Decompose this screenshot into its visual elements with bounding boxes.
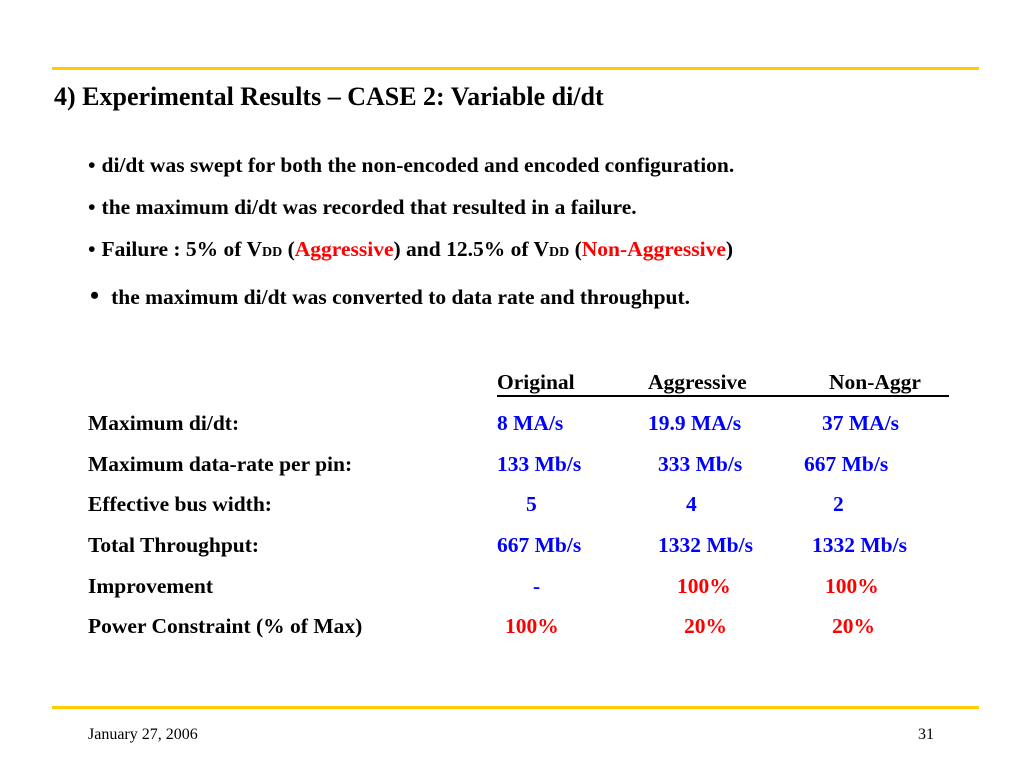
bullet-dot-icon: • xyxy=(88,195,96,219)
bullet-1-text: di/dt was swept for both the non-encoded and encoded configuration. xyxy=(101,153,735,177)
footer-date: January 27, 2006 xyxy=(88,726,198,743)
table-cell: 20% xyxy=(832,614,875,638)
slide-title: 4) Experimental Results – CASE 2: Variable di/dt xyxy=(54,82,604,111)
table-cell: 4 xyxy=(686,492,697,516)
aggressive-label: Aggressive xyxy=(294,237,394,261)
table-cell: 20% xyxy=(684,614,727,638)
bullet-dot-icon: • xyxy=(88,153,96,177)
vdd-subscript-2: DD xyxy=(549,245,570,260)
header-underline xyxy=(497,395,949,397)
bullet-dot-icon: • xyxy=(90,281,100,310)
header-non-aggr: Non-Aggr xyxy=(829,370,921,394)
header-aggressive: Aggressive xyxy=(648,370,747,394)
row-label: Total Throughput: xyxy=(88,533,260,557)
bullet-4-text: the maximum di/dt was converted to data rate and throughput. xyxy=(111,285,691,309)
table-cell: 100% xyxy=(505,614,559,638)
page-number: 31 xyxy=(918,726,934,743)
bullet-3-close: ) xyxy=(725,237,734,261)
table-cell: 2 xyxy=(833,492,844,516)
bullet-3-open-1: ( xyxy=(282,237,295,261)
table-cell: - xyxy=(533,574,541,598)
table-cell: 37 MA/s xyxy=(822,411,900,435)
row-label: Maximum di/dt: xyxy=(88,411,240,435)
header-original: Original xyxy=(497,370,575,394)
row-label: Power Constraint (% of Max) xyxy=(88,614,363,638)
table-cell: 667 Mb/s xyxy=(497,533,582,557)
table-cell: 1332 Mb/s xyxy=(812,533,907,557)
bullet-dot-icon: • xyxy=(88,237,96,261)
vdd-subscript-1: DD xyxy=(261,245,283,260)
table-cell: 667 Mb/s xyxy=(804,452,889,476)
table-cell: 1332 Mb/s xyxy=(658,533,753,557)
bullet-3-open-2: ( xyxy=(569,237,582,261)
table-cell: 100% xyxy=(825,574,879,598)
table-cell: 8 MA/s xyxy=(497,411,564,435)
row-label: Improvement xyxy=(88,574,214,598)
table-cell: 19.9 MA/s xyxy=(648,411,742,435)
bullet-2-text: the maximum di/dt was recorded that resulted in a failure. xyxy=(101,195,637,219)
table-cell: 333 Mb/s xyxy=(658,452,743,476)
bottom-rule xyxy=(52,706,979,709)
row-label: Maximum data-rate per pin: xyxy=(88,452,353,476)
table-cell: 5 xyxy=(526,492,537,516)
table-cell: 100% xyxy=(677,574,731,598)
table-cell: 133 Mb/s xyxy=(497,452,582,476)
row-label: Effective bus width: xyxy=(88,492,272,516)
non-aggressive-label: Non-Aggressive xyxy=(581,237,726,261)
bullet-3-mid: ) and 12.5% of V xyxy=(393,237,549,261)
bullet-3-prefix: Failure : 5% of V xyxy=(101,237,262,261)
